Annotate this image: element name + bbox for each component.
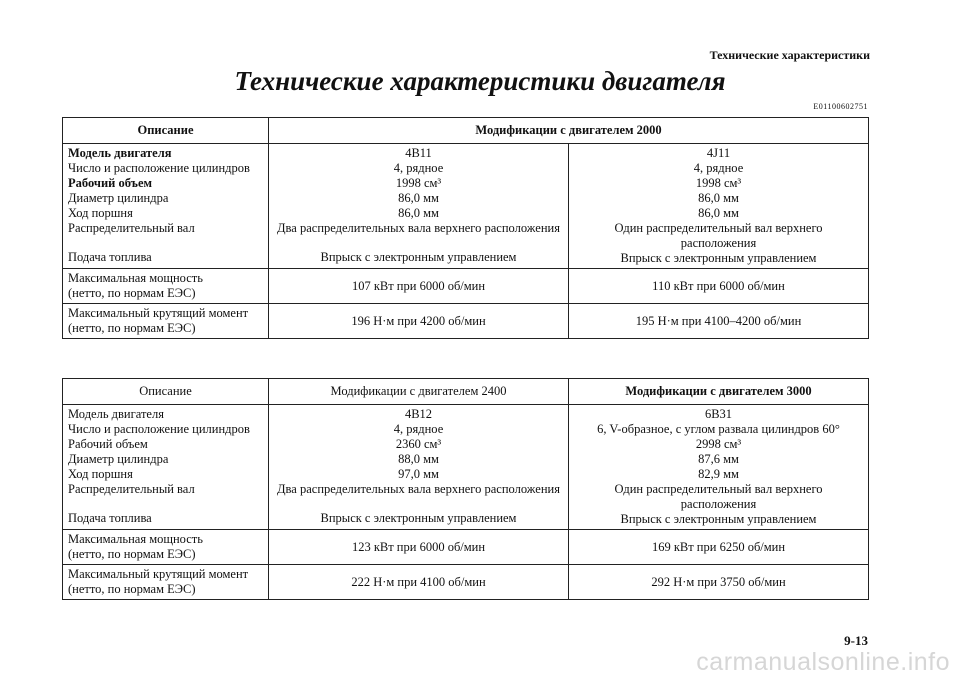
page-title: Технические характеристики двигателя [234,66,726,96]
label-bore: Диаметр цилиндра [68,452,169,466]
value-displacement: 2360 см³ [395,437,442,451]
label-torque-line2: (нетто, по нормам ЕЭС) [68,582,196,596]
label-stroke: Ход поршня [68,206,133,220]
value-power-4b11: 107 кВт при 6000 об/мин [269,269,569,304]
value-camshaft: Два распределительных вала верхнего расположения [277,482,560,496]
spec-table-2400-3000 [62,378,869,600]
table-row-specs [63,144,869,269]
label-torque [63,304,269,339]
value-cylinders: 4, рядное [393,161,444,175]
value-power-6b31: 169 кВт при 6250 об/мин [569,530,869,565]
label-torque-line2: (нетто, по нормам ЕЭС) [68,321,196,335]
value-bore: 88,0 мм [398,452,439,466]
label-power [63,269,269,304]
value-fuel-system: Впрыск с электронным управлением [320,511,517,525]
label-stroke: Ход поршня [68,467,133,481]
value-cylinders: 4, рядное [393,422,444,436]
running-head: Технические характеристики [709,48,870,62]
spec-table-2000 [62,117,869,339]
table-row-torque [63,304,869,339]
watermark: carmanualsonline.info [696,648,950,676]
value-displacement: 1998 см³ [395,176,442,190]
header-modification-2400: Модификации с двигателем 2400 [269,379,569,405]
spec-values-4b12 [269,405,569,530]
value-model: 4J11 [706,146,731,160]
label-fuel-system: Подача топлива [68,250,152,264]
spec-values-4j11 [569,144,869,269]
value-stroke: 97,0 мм [398,467,439,481]
table-row-specs [63,405,869,530]
value-camshaft: Один распределительный вал верхнего [614,221,823,235]
label-bore: Диаметр цилиндра [68,191,169,205]
label-torque [63,565,269,600]
value-fuel-system: Впрыск с электронным управлением [320,250,517,264]
value-stroke: 82,9 мм [698,467,739,481]
header-description: Описание [63,118,269,144]
label-engine-model: Модель двигателя [68,407,164,421]
label-torque-line1: Максимальный крутящий момент [68,567,249,581]
table-header-row [63,379,869,405]
label-displacement: Рабочий объем [68,176,153,190]
header-description: Описание [63,379,269,405]
value-camshaft-cont: расположения [680,236,757,250]
value-torque-4b12: 222 Н·м при 4100 об/мин [269,565,569,600]
spec-values-4b11 [269,144,569,269]
value-camshaft-cont: расположения [680,497,757,511]
label-power-line2: (нетто, по нормам ЕЭС) [68,286,196,300]
value-power-4j11: 110 кВт при 6000 об/мин [569,269,869,304]
label-fuel-system: Подача топлива [68,511,152,525]
label-camshaft: Распределительный вал [68,482,195,496]
table-row-torque [63,565,869,600]
value-torque-6b31: 292 Н·м при 3750 об/мин [569,565,869,600]
label-power-line1: Максимальная мощность [68,532,203,546]
label-power [63,530,269,565]
table-header-row [63,118,869,144]
value-bore: 86,0 мм [698,191,739,205]
label-displacement: Рабочий объем [68,437,148,451]
value-bore: 87,6 мм [698,452,739,466]
spec-labels [63,144,269,269]
page-number: 9-13 [844,633,868,648]
label-torque-line1: Максимальный крутящий момент [68,306,249,320]
value-torque-4b11: 196 Н·м при 4200 об/мин [269,304,569,339]
value-stroke: 86,0 мм [698,206,739,220]
spec-labels [63,405,269,530]
value-displacement: 1998 см³ [695,176,742,190]
label-camshaft: Распределительный вал [68,221,195,235]
value-cylinders: 6, V-образное, с углом развала цилиндров 60° [597,422,840,436]
value-model: 6B31 [704,407,733,421]
header-modification-3000: Модификации с двигателем 3000 [569,379,869,405]
header-modification-2000: Модификации с двигателем 2000 [269,118,869,144]
table-row-power [63,530,869,565]
value-torque-4j11: 195 Н·м при 4100–4200 об/мин [569,304,869,339]
label-engine-model: Модель двигателя [68,146,172,160]
value-displacement: 2998 см³ [695,437,742,451]
value-camshaft: Два распределительных вала верхнего расположения [277,221,560,235]
table-row-power [63,269,869,304]
value-fuel-system: Впрыск с электронным управлением [620,512,817,526]
label-power-line2: (нетто, по нормам ЕЭС) [68,547,196,561]
value-camshaft: Один распределительный вал верхнего [614,482,823,496]
value-power-4b12: 123 кВт при 6000 об/мин [269,530,569,565]
spec-values-6b31 [569,405,869,530]
label-cylinders: Число и расположение цилиндров [68,161,250,175]
label-cylinders: Число и расположение цилиндров [68,422,250,436]
document-code: E01100602751 [813,102,868,111]
value-model: 4B12 [404,407,433,421]
value-bore: 86,0 мм [398,191,439,205]
value-cylinders: 4, рядное [693,161,744,175]
value-model: 4B11 [405,146,432,160]
label-power-line1: Максимальная мощность [68,271,203,285]
value-stroke: 86,0 мм [398,206,439,220]
value-fuel-system: Впрыск с электронным управлением [620,251,817,265]
